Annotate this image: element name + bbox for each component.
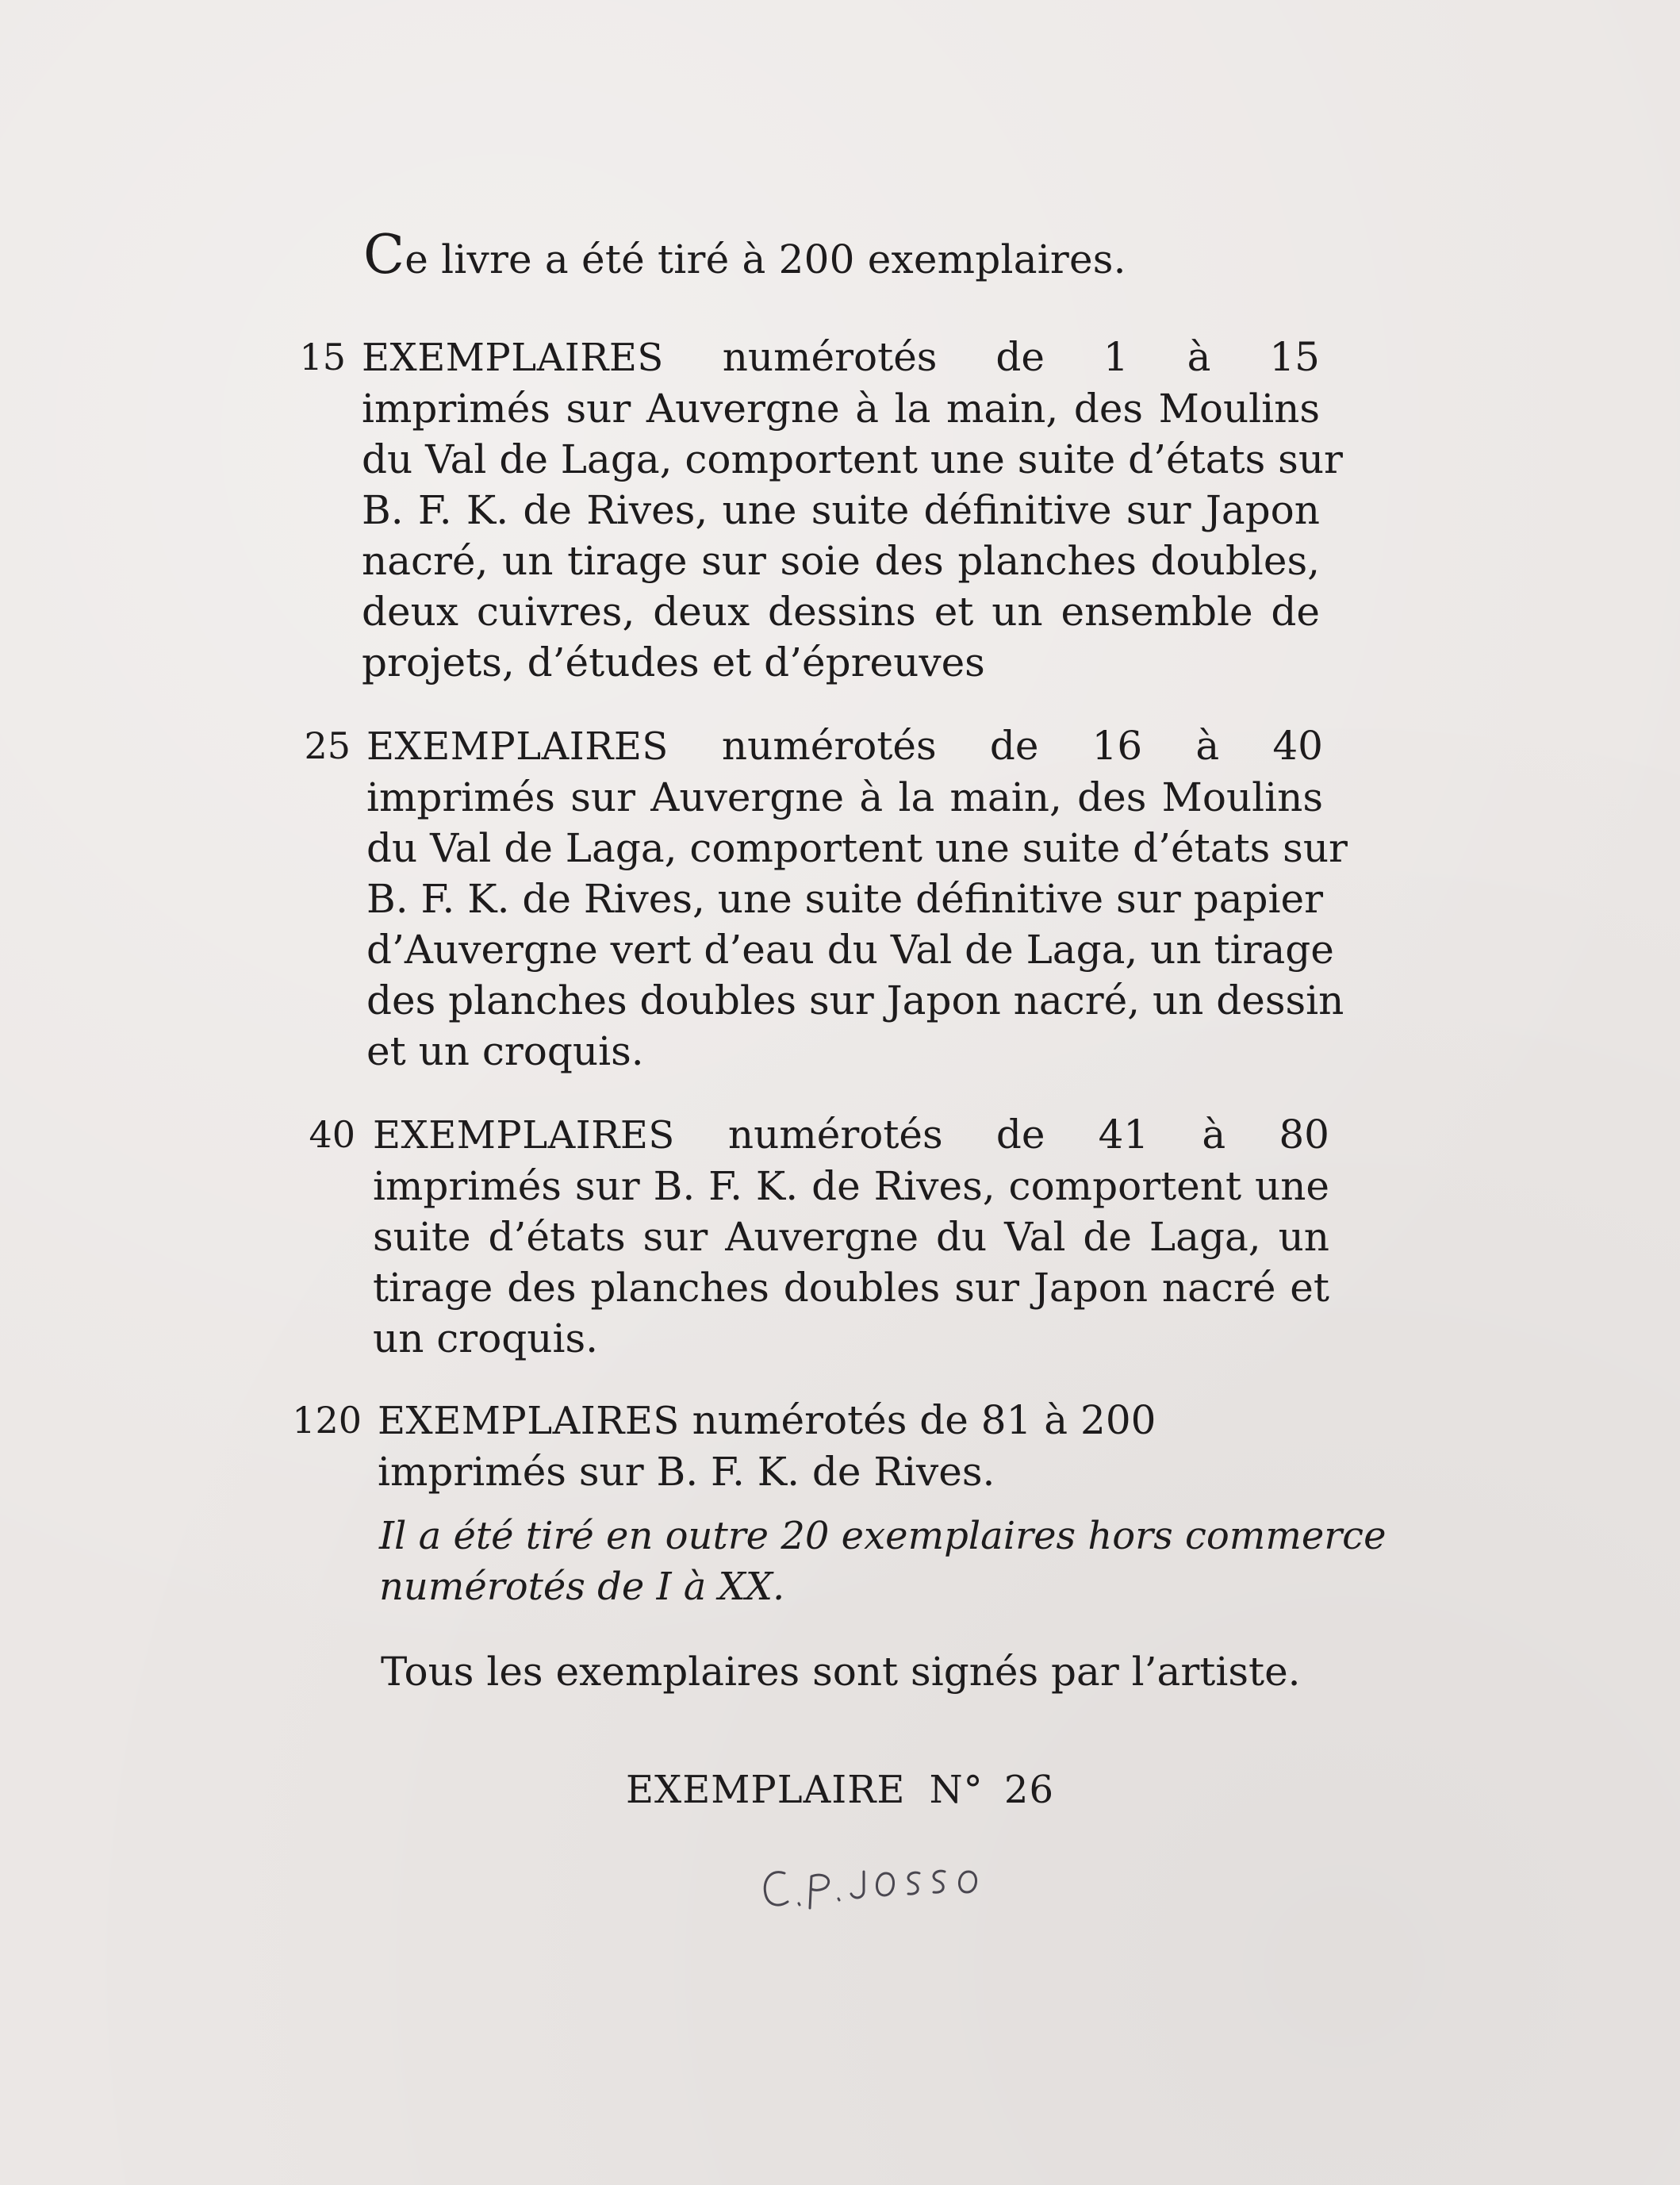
hors-commerce-line: numérotés de I à XX. [379,1565,785,1609]
copy-number-symbol: N° [929,1768,984,1812]
edition-label: EXEMPLAIRES [362,336,664,380]
edition-line: et un croquis. [366,1028,644,1074]
edition-line: suite d’états sur Auvergne du Val de Laga, un [373,1214,1329,1260]
edition-entry [292,1395,1329,1497]
edition-entry [304,720,1348,1077]
edition-line: imprimés sur B. F. K. de Rives. [378,1449,995,1495]
edition-count: 40 [309,1113,355,1156]
edition-line: nacré, un tirage sur soie des planches doubles, [362,538,1320,584]
edition-label: EXEMPLAIRES [373,1113,675,1158]
edition-line: d’Auvergne vert d’eau du Val de Laga, un tirage [366,927,1334,973]
edition-line: imprimés sur Auvergne à la main, des Moulins [366,774,1323,820]
signed-note: Tous les exemplaires sont signés par l’artiste. [381,1649,1301,1695]
edition-line: tirage des planches doubles sur Japon nacré et [373,1265,1329,1311]
print-run-text: e livre a été tiré à 200 exemplaires. [405,236,1126,282]
copy-number-value: 26 [1003,1768,1054,1812]
edition-count: 25 [304,724,351,767]
edition-entry [299,332,1343,688]
print-run-statement [363,224,1126,286]
edition-line: un croquis. [373,1315,599,1361]
edition-line: EXEMPLAIRES numérotés de 1 à 15 [362,334,1320,380]
edition-line: EXEMPLAIRES numérotés de 16 à 40 [366,723,1323,769]
edition-line: du Val de Laga, comportent une suite d’états sur [366,825,1348,871]
edition-label: EXEMPLAIRES [378,1399,680,1443]
edition-line: B. F. K. de Rives, une suite définitive sur Japon [362,487,1320,533]
hors-commerce-note [379,1511,1387,1612]
artist-signature [758,1859,995,1922]
edition-entry [309,1109,1329,1364]
edition-count: 120 [292,1399,362,1442]
copy-number-label: EXEMPLAIRE [626,1768,906,1812]
edition-label: EXEMPLAIRES [366,724,669,769]
edition-line: EXEMPLAIRES numérotés de 81 à 200 [378,1397,1156,1443]
drop-initial: C [363,224,405,286]
edition-line: deux cuivres, deux dessins et un ensemble de [362,589,1320,635]
edition-line: projets, d’études et d’épreuves [362,639,985,685]
edition-line: des planches doubles sur Japon nacré, un dessin [366,977,1344,1023]
edition-line: du Val de Laga, comportent une suite d’états sur [362,436,1343,482]
edition-line: imprimés sur Auvergne à la main, des Moulins [362,386,1320,432]
hors-commerce-line: Il a été tiré en outre 20 exemplaires hors commerce [379,1514,1387,1558]
edition-line: imprimés sur B. F. K. de Rives, comportent une [373,1163,1329,1209]
edition-line: EXEMPLAIRES numérotés de 41 à 80 [373,1112,1329,1158]
edition-line: B. F. K. de Rives, une suite définitive sur papier [366,876,1324,922]
edition-count: 15 [299,336,346,378]
copy-number [0,1768,1680,1812]
